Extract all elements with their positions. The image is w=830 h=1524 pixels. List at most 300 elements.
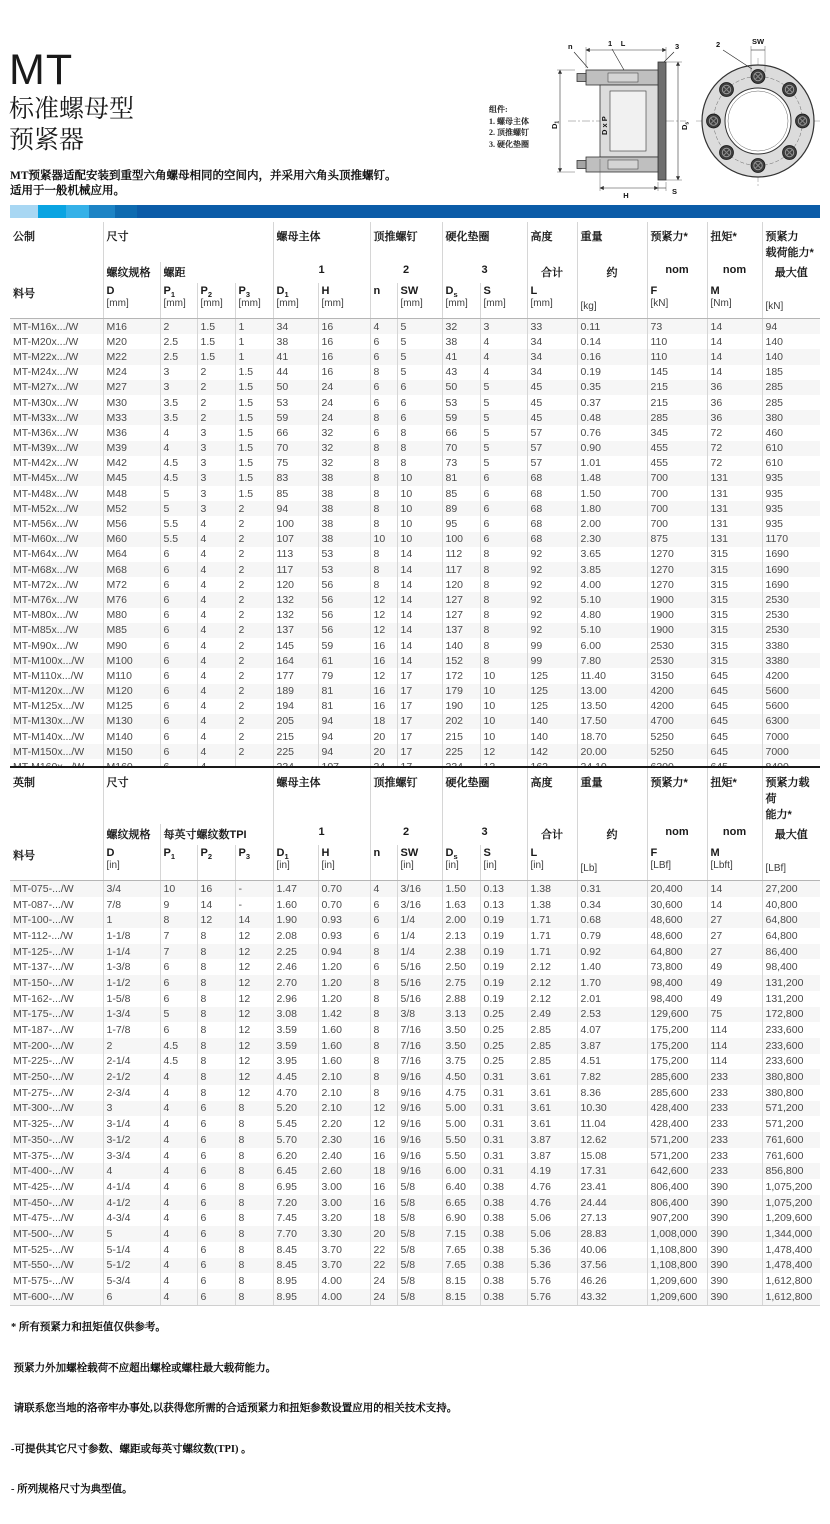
value-cell: M20 [103,334,160,349]
component-item: 2. 顶推螺钉 [489,128,529,137]
part-number-cell: MT-075-.../W [13,882,74,895]
part-number-cell: MT-M60x.../W [13,533,79,546]
value-cell: 7 [160,944,197,960]
col-header-P1: $P_1$ [160,845,197,881]
value-cell: 4 [197,592,235,607]
value-cell: 3 [197,471,235,486]
value-cell: M140 [103,729,160,744]
value-cell: 11.40 [577,668,647,683]
value-cell: 8 [397,425,442,440]
value-cell: 5/8 [397,1210,442,1226]
value-cell: M68 [103,562,160,577]
part-number-cell: MT-162-.../W [13,992,74,1005]
value-cell: 6 [197,1273,235,1289]
value-cell: 1.5 [235,471,273,486]
value-cell: 5/16 [397,959,442,975]
value-cell: 3.59 [273,1038,318,1054]
value-cell: 6 [480,532,527,547]
value-cell: 70 [442,441,480,456]
footnote-line: * 所有预紧力和扭矩值仅供参考。 [11,1322,166,1333]
value-cell: 6 [160,744,197,759]
value-cell: 2.60 [318,1163,370,1179]
value-cell: 20 [370,1226,397,1242]
value-cell: 10 [397,486,442,501]
value-cell: 8 [370,944,397,960]
value-cell: 6 [197,1163,235,1179]
value-cell: 1,344,000 [762,1226,820,1242]
value-cell: 8 [370,1085,397,1101]
value-cell: 4 [197,729,235,744]
value-cell: 390 [707,1195,762,1211]
table-row [10,380,820,395]
value-cell: 46.26 [577,1273,647,1289]
table-row [10,441,820,456]
value-cell: 8 [370,1038,397,1054]
value-cell: 8 [235,1258,273,1274]
subheader-blank [10,824,103,845]
value-cell: 12.62 [577,1132,647,1148]
value-cell: 68 [527,532,577,547]
value-cell: 2530 [647,638,707,653]
value-cell: 16 [370,1148,397,1164]
value-cell: 131 [707,486,762,501]
value-cell: 1.60 [318,1054,370,1070]
value-cell: 1690 [762,577,820,592]
value-cell: 4 [160,1148,197,1164]
value-cell: 4 [103,1163,160,1179]
value-cell: 0.19 [480,959,527,975]
value-cell: 4 [160,1226,197,1242]
value-cell: 75 [273,456,318,471]
value-cell: 455 [647,441,707,456]
value-cell: 1-1/8 [103,928,160,944]
value-cell: 32 [318,441,370,456]
value-cell: 2 [235,562,273,577]
value-cell: M76 [103,592,160,607]
value-cell: 0.70 [318,897,370,913]
value-cell: 3150 [647,668,707,683]
value-cell: 92 [527,623,577,638]
part-number-cell: MT-M33x.../W [13,411,79,424]
table-row [10,486,820,501]
value-cell: 2.85 [527,1054,577,1070]
value-cell: 6 [197,1258,235,1274]
value-cell: 5 [397,349,442,364]
table-row [10,1226,820,1242]
value-cell: 114 [707,1038,762,1054]
value-cell: 285 [762,380,820,395]
value-cell: 131 [707,501,762,516]
value-cell: 233 [707,1085,762,1101]
technical-drawing [548,34,830,204]
value-cell: 4.45 [273,1069,318,1085]
table-row [10,532,820,547]
value-cell: 190 [442,699,480,714]
value-cell: 3 [160,380,197,395]
value-cell: 5.00 [442,1116,480,1132]
value-cell: 6.45 [273,1163,318,1179]
value-cell: 8 [197,991,235,1007]
value-cell: 16 [370,638,397,653]
value-cell: 2-1/4 [103,1054,160,1070]
value-cell: 48,600 [647,928,707,944]
value-cell: 117 [442,562,480,577]
value-cell: 8 [370,365,397,380]
value-cell: 6 [480,516,527,531]
value-cell: 61 [318,653,370,668]
value-cell: 1,075,200 [762,1179,820,1195]
value-cell: 4 [197,714,235,729]
value-cell: 27 [707,944,762,960]
table-row [10,729,820,744]
value-cell: 1,209,600 [647,1273,707,1289]
value-cell: 2.53 [577,1007,647,1023]
value-cell: 18 [370,1210,397,1226]
part-number-cell: MT-M120x.../W [13,685,85,698]
value-cell: 8 [480,562,527,577]
col-header-Ds: $D_s$ [in] [442,845,480,881]
table-row [10,1242,820,1258]
value-cell: 0.38 [480,1195,527,1211]
value-cell: 49 [707,959,762,975]
value-cell: 285,600 [647,1085,707,1101]
table-row [10,959,820,975]
value-cell: 5 [160,486,197,501]
value-cell: 935 [762,516,820,531]
value-cell: 1.5 [235,456,273,471]
value-cell: 5.06 [527,1226,577,1242]
table-row [10,516,820,531]
value-cell: 1900 [647,592,707,607]
part-number-cell: MT-M30x.../W [13,396,79,409]
value-cell: 0.19 [480,928,527,944]
table-row [10,592,820,607]
value-cell: 4.50 [442,1069,480,1085]
value-cell: 3.61 [527,1116,577,1132]
value-cell: 75 [707,1007,762,1023]
value-cell: 1 [235,349,273,364]
value-cell: 16 [197,881,235,897]
value-cell: 8.95 [273,1289,318,1305]
value-cell: 1-7/8 [103,1022,160,1038]
value-cell: 6 [160,592,197,607]
dim-label-D1: $D_1$ [550,120,561,129]
value-cell: 24 [318,410,370,425]
value-cell: 1.5 [197,334,235,349]
value-cell: 3 [160,365,197,380]
value-cell: 2-1/2 [103,1069,160,1085]
value-cell: 1690 [762,547,820,562]
part-number-cell: MT-M110x.../W [13,669,84,682]
value-cell: 117 [273,562,318,577]
product-name-line2: 预紧器 [9,126,85,154]
value-cell: 8 [235,1226,273,1242]
value-cell: 13.00 [577,684,647,699]
value-cell: 30,600 [647,897,707,913]
value-cell: 3-1/4 [103,1116,160,1132]
part-number-cell: MT-M52x.../W [13,502,79,515]
value-cell: 6300 [762,714,820,729]
value-cell: 120 [273,577,318,592]
col-header-H: H [mm] [318,283,370,319]
col-header-SW: SW [mm] [397,283,442,319]
value-cell: 12 [235,991,273,1007]
value-cell: 3.65 [577,547,647,562]
value-cell: 2 [235,668,273,683]
part-number-cell: MT-450-.../W [13,1196,74,1209]
value-cell: 14 [707,897,762,913]
value-cell: 6 [370,380,397,395]
value-cell: 1.60 [318,1038,370,1054]
value-cell: 5-1/4 [103,1242,160,1258]
accent-bar-segment [38,205,66,218]
value-cell: 233 [707,1132,762,1148]
value-cell: 8 [235,1163,273,1179]
value-cell: 700 [647,516,707,531]
value-cell: 5 [397,365,442,380]
value-cell: 6.40 [442,1179,480,1195]
value-cell: 8 [370,562,397,577]
value-cell: 4 [480,334,527,349]
value-cell: 2.5 [160,349,197,364]
value-cell: 129,600 [647,1007,707,1023]
part-number-cell: MT-275-.../W [13,1086,74,1099]
value-cell: 7.15 [442,1226,480,1242]
value-cell: 4 [197,684,235,699]
part-number-cell: MT-400-.../W [13,1165,74,1178]
value-cell: 0.38 [480,1210,527,1226]
value-cell: 34 [527,349,577,364]
value-cell: M42 [103,456,160,471]
value-cell: 8 [370,471,397,486]
value-cell: 7/8 [103,897,160,913]
jack-screw [751,159,765,173]
value-cell: 5/8 [397,1289,442,1305]
value-cell: 5 [397,334,442,349]
value-cell: 2 [235,608,273,623]
value-cell: 3 [197,425,235,440]
value-cell: 12 [480,744,527,759]
part-number-cell: MT-475-.../W [13,1212,74,1225]
value-cell: 1690 [762,562,820,577]
value-cell: M60 [103,532,160,547]
value-cell: 645 [707,714,762,729]
value-cell: 700 [647,486,707,501]
value-cell: 10 [480,668,527,683]
table-row [10,1258,820,1274]
table-row [10,1038,820,1054]
value-cell: 34 [273,319,318,335]
value-cell: 6 [370,395,397,410]
group-header-preload: 预紧力* [647,222,707,262]
group-header-nut-body: 螺母主体 [273,767,370,824]
table-row [10,897,820,913]
value-cell: 6 [197,1195,235,1211]
value-cell: 2 [235,653,273,668]
value-cell: 1.47 [273,881,318,897]
value-cell: 380 [762,410,820,425]
value-cell: 6 [480,501,527,516]
value-cell: 8.15 [442,1273,480,1289]
value-cell: 27,200 [762,881,820,897]
part-number-cell: MT-M42x.../W [13,457,79,470]
dim-label-S: S [672,187,678,196]
value-cell: 6 [160,729,197,744]
value-cell: 4 [160,1163,197,1179]
value-cell: 56 [318,592,370,607]
value-cell: 2.85 [527,1022,577,1038]
group-header-preload: 预紧力* [647,767,707,824]
value-cell: 7000 [762,729,820,744]
value-cell: 8 [370,516,397,531]
value-cell: 390 [707,1273,762,1289]
dim-label-H: H [623,191,629,200]
value-cell: M48 [103,486,160,501]
value-cell: 0.31 [480,1163,527,1179]
value-cell: 175,200 [647,1038,707,1054]
value-cell: 0.94 [318,944,370,960]
value-cell: 3.50 [442,1022,480,1038]
group-header-washer: 硬化垫圈 [442,767,527,824]
value-cell: 4 [197,562,235,577]
value-cell: 8 [480,623,527,638]
col-header-P2: $P_2$ [mm] [197,283,235,319]
value-cell: 8 [480,653,527,668]
value-cell: 2 [235,714,273,729]
group-header-height: 高度 [527,767,577,824]
value-cell: 14 [397,562,442,577]
imperial-spec-table [10,766,820,1306]
value-cell: 6 [370,928,397,944]
table-row [10,684,820,699]
value-cell: M16 [103,319,160,335]
table-row [10,1022,820,1038]
col-header-P2: $P_2$ [197,845,235,881]
value-cell: 5 [480,380,527,395]
value-cell: 1.50 [442,881,480,897]
table-row [10,349,820,364]
value-cell: 56 [318,623,370,638]
value-cell: 1.90 [273,912,318,928]
table-row [10,623,820,638]
value-cell: 5 [480,395,527,410]
value-cell: 6 [160,547,197,562]
value-cell: 8 [480,577,527,592]
value-cell: 8 [480,638,527,653]
value-cell: 8 [370,547,397,562]
value-cell: 4.5 [160,1054,197,1070]
group-header-dimensions: 尺寸 [103,767,273,824]
imperial-table-body [10,881,820,1306]
value-cell: M85 [103,623,160,638]
value-cell: 3.5 [160,395,197,410]
value-cell: 6 [160,975,197,991]
value-cell: 0.19 [577,365,647,380]
value-cell: 95 [442,516,480,531]
col-header-L: L [in] [527,845,577,881]
value-cell: 233 [707,1163,762,1179]
value-cell: 0.35 [577,380,647,395]
value-cell: 6 [160,699,197,714]
value-cell: 140 [527,729,577,744]
value-cell: 0.25 [480,1038,527,1054]
value-cell: 8 [370,1022,397,1038]
value-cell: 4 [160,1242,197,1258]
subheader-thread-spec: 螺纹规格 [103,262,160,283]
value-cell: 3.70 [318,1258,370,1274]
subheader-approx: 约 [577,262,647,283]
part-number-cell: MT-200-.../W [13,1039,74,1052]
table-row [10,1054,820,1070]
value-cell: M72 [103,577,160,592]
value-cell: 8 [197,1069,235,1085]
value-cell: 38 [318,486,370,501]
table-row [10,975,820,991]
table-row [10,1007,820,1023]
part-number-cell: MT-125-.../W [13,945,74,958]
value-cell: 2.01 [577,991,647,1007]
value-cell: 177 [273,668,318,683]
value-cell: 8 [370,410,397,425]
value-cell: 7.65 [442,1258,480,1274]
value-cell: 0.31 [577,881,647,897]
footnotes [11,1294,457,1524]
value-cell: 4200 [762,668,820,683]
table-row [10,881,820,897]
value-cell: 10 [480,684,527,699]
value-cell: 1.63 [442,897,480,913]
value-cell: 194 [273,699,318,714]
value-cell: 24 [318,395,370,410]
component-item: 3. 硬化垫圈 [489,139,529,149]
part-number-cell: MT-M22x.../W [13,350,79,363]
part-number-cell: MT-425-.../W [13,1180,74,1193]
value-cell: 7.45 [273,1210,318,1226]
value-cell: 0.25 [480,1007,527,1023]
value-cell: 1.5 [235,425,273,440]
part-number-cell: MT-375-.../W [13,1149,74,1162]
value-cell: 2 [235,744,273,759]
value-cell: 38 [318,501,370,516]
value-cell: 9/16 [397,1148,442,1164]
value-cell: 7/16 [397,1054,442,1070]
dim-label-L: L [620,39,626,48]
value-cell: 2 [235,592,273,607]
value-cell: 98,400 [647,975,707,991]
value-cell: 4 [160,1085,197,1101]
value-cell: 571,200 [762,1101,820,1117]
value-cell: 3.50 [442,1038,480,1054]
value-cell: 8 [235,1242,273,1258]
value-cell: 3.30 [318,1226,370,1242]
value-cell: 3380 [762,638,820,653]
value-cell: 131,200 [762,991,820,1007]
value-cell: 94 [273,501,318,516]
component-item: 1. 螺母主体 [489,116,529,126]
value-cell: 390 [707,1210,762,1226]
value-cell: M36 [103,425,160,440]
table-row [10,1101,820,1117]
value-cell: 7/16 [397,1038,442,1054]
table-row [10,744,820,759]
value-cell: 5.06 [527,1210,577,1226]
value-cell: 10 [370,532,397,547]
table-row [10,1069,820,1085]
value-cell: 8 [197,944,235,960]
footnote-line: 预紧力外加螺栓载荷不应超出螺栓或螺柱最大载荷能力。 [11,1362,277,1374]
value-cell: 2 [235,577,273,592]
value-cell: 2530 [762,592,820,607]
